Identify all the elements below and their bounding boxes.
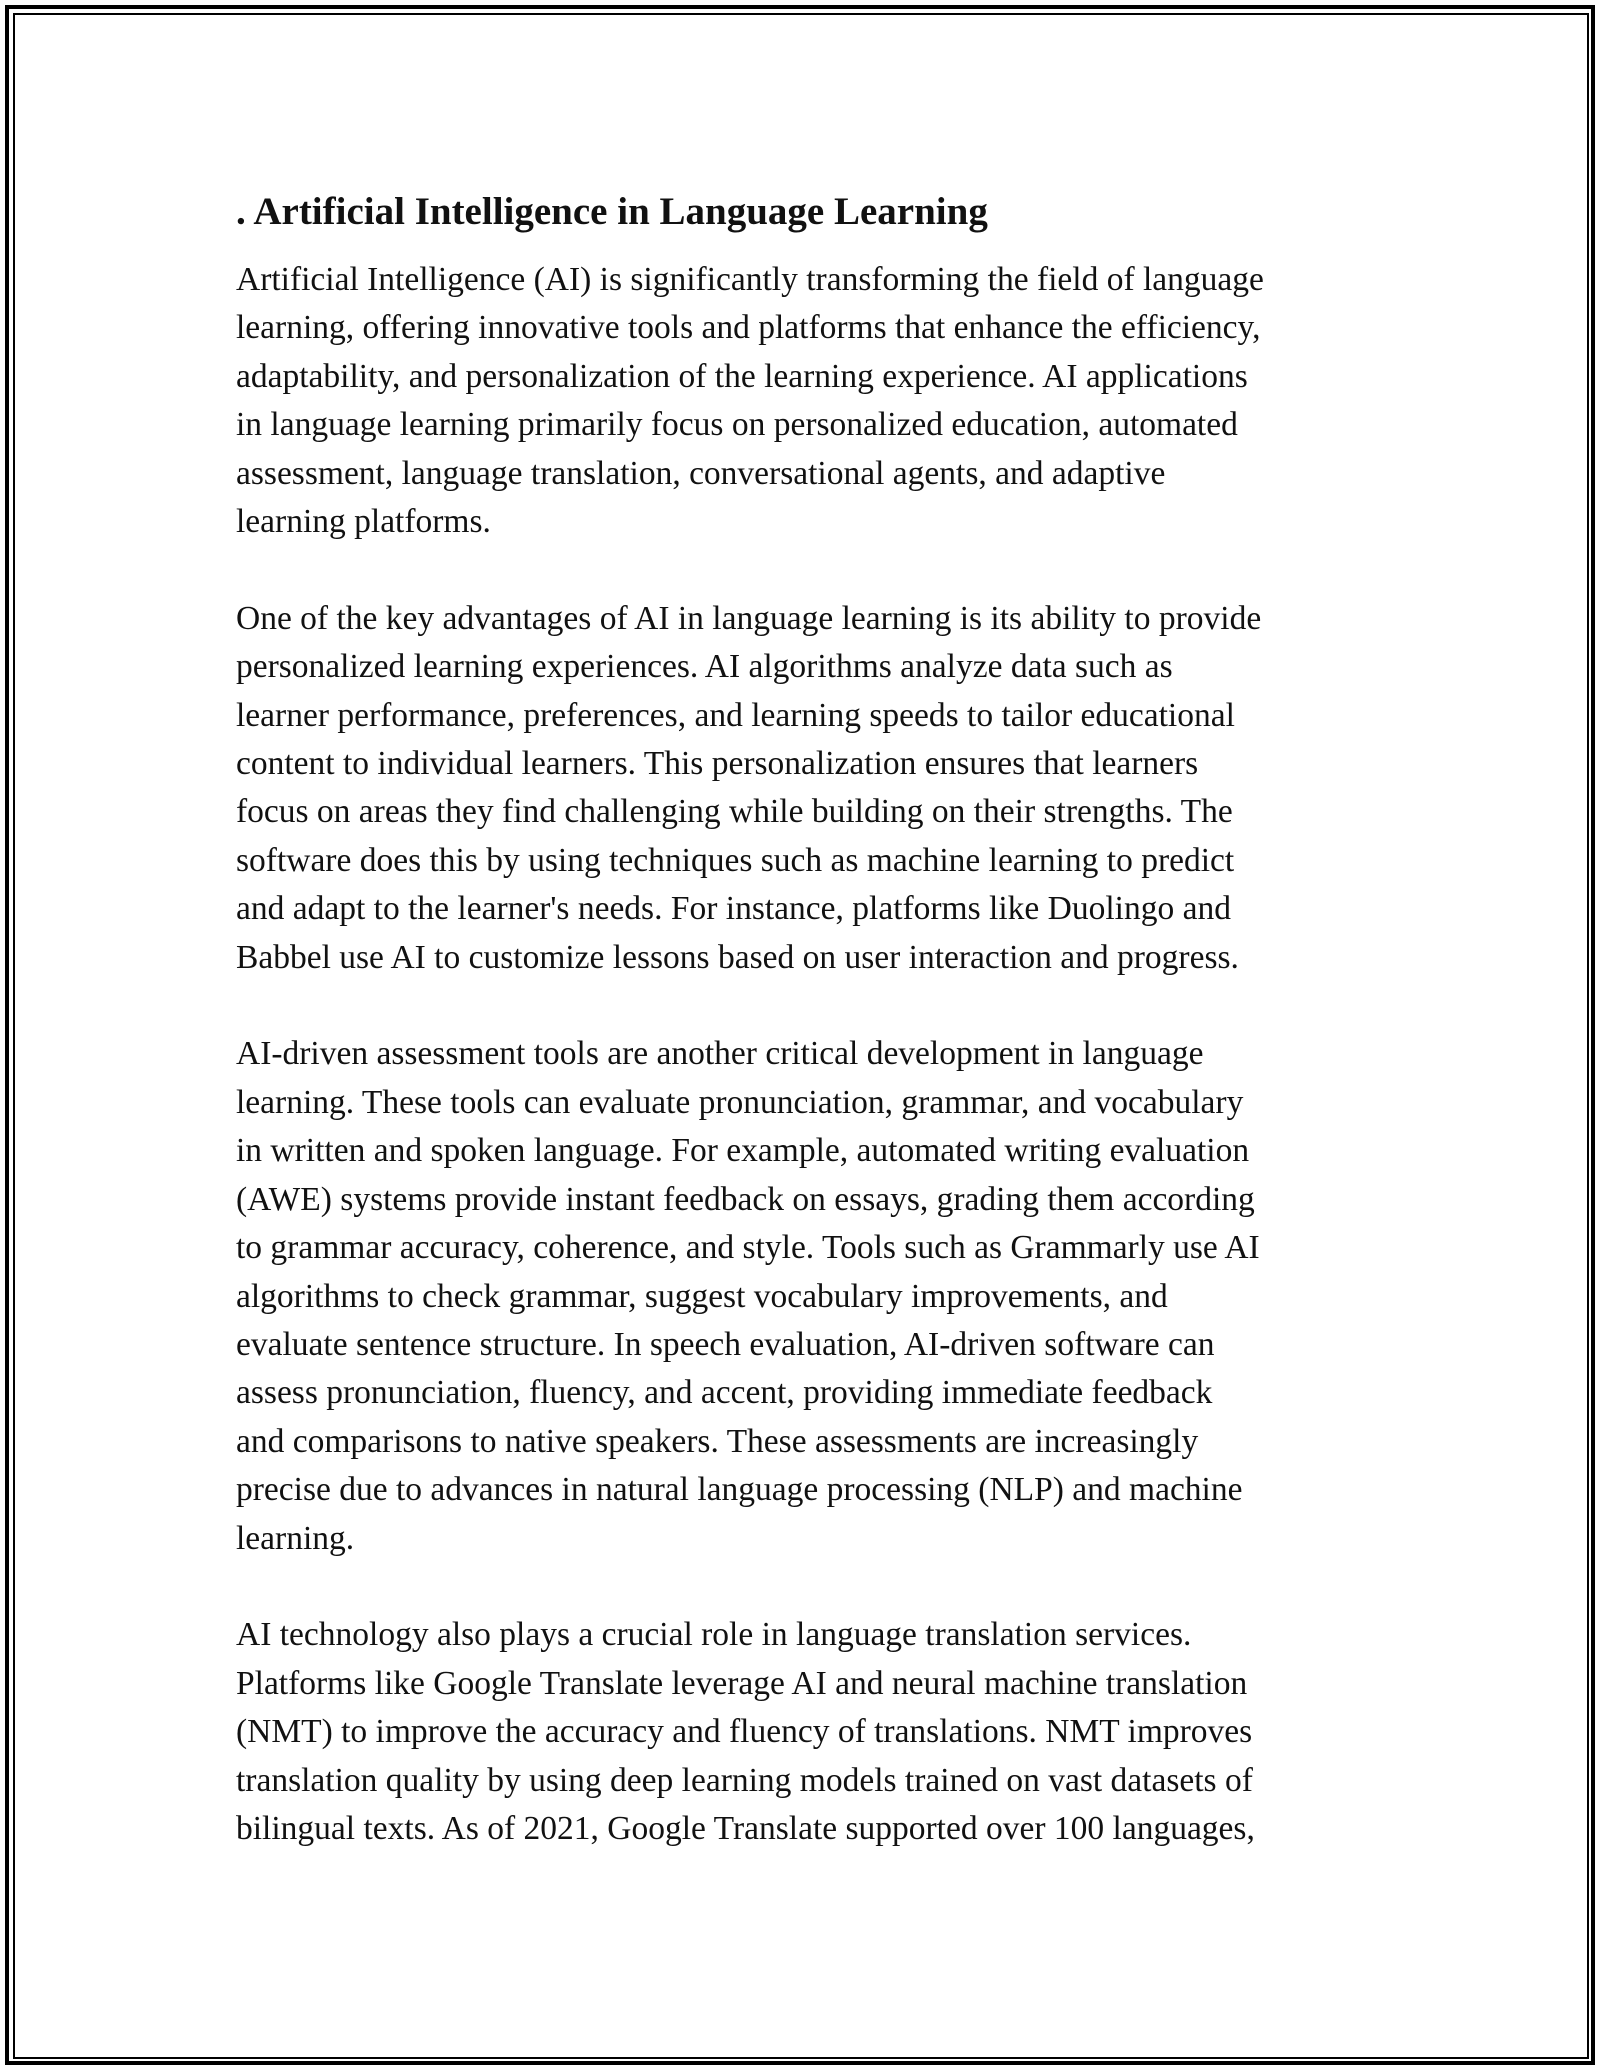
paragraph-list (236, 256, 1376, 1853)
document-body (236, 186, 1376, 1853)
text-line: learning platforms. (236, 503, 491, 541)
text-line: learner performance, preferences, and learning speeds to tailor educational (236, 696, 1235, 734)
text-line: and comparisons to native speakers. These assessments are increasingly (236, 1422, 1199, 1460)
text-line: translation quality by using deep learning models trained on vast datasets of (236, 1761, 1253, 1799)
text-line: to grammar accuracy, coherence, and style. Tools such as Grammarly use AI (236, 1229, 1260, 1267)
text-line: AI-driven assessment tools are another critical development in language (236, 1035, 1204, 1073)
text-line: Artificial Intelligence (AI) is significantly transforming the field of language (236, 261, 1264, 298)
text-line: One of the key advantages of AI in language learning is its ability to provide (236, 599, 1262, 637)
text-line: personalized learning experiences. AI algorithms analyze data such as (236, 648, 1173, 686)
text-line: learning, offering innovative tools and platforms that enhance the efficiency, (236, 309, 1261, 347)
text-line: and adapt to the learner's needs. For instance, platforms like Duolingo and (236, 890, 1231, 928)
text-line: assess pronunciation, fluency, and accent, providing immediate feedback (236, 1374, 1213, 1412)
text-line: algorithms to check grammar, suggest vocabulary improvements, and (236, 1277, 1168, 1315)
text-line: evaluate sentence structure. In speech evaluation, AI-driven software can (236, 1325, 1215, 1363)
text-line: focus on areas they find challenging while building on their strengths. The (236, 793, 1233, 831)
text-line: software does this by using techniques such as machine learning to predict (236, 841, 1235, 879)
text-line: (AWE) systems provide instant feedback on essays, grading them according (236, 1180, 1255, 1218)
text-line: in language learning primarily focus on personalized education, automated (236, 406, 1238, 444)
text-line: adaptability, and personalization of the learning experience. AI applications (236, 357, 1248, 395)
text-line: assessment, language translation, conversational agents, and adaptive (236, 454, 1166, 492)
text-line: precise due to advances in natural language processing (NLP) and machine (236, 1471, 1243, 1509)
text-line: bilingual texts. As of 2021, Google Translate supported over 100 languages, (236, 1809, 1255, 1847)
paragraph (236, 256, 1376, 546)
text-line: Babbel use AI to customize lessons based on user interaction and progress. (236, 938, 1239, 976)
section-heading: . Artificial Intelligence in Language Learning (236, 190, 988, 233)
paragraph (236, 1611, 1376, 1853)
text-line: AI technology also plays a crucial role in language translation services. (236, 1616, 1192, 1654)
text-line: learning. These tools can evaluate pronunciation, grammar, and vocabulary (236, 1083, 1244, 1121)
text-line: in written and spoken language. For example, automated writing evaluation (236, 1132, 1250, 1170)
paragraph (236, 595, 1376, 982)
text-line: content to individual learners. This personalization ensures that learners (236, 745, 1199, 783)
paragraph (236, 1030, 1376, 1562)
text-line: learning. (236, 1519, 355, 1557)
text-line: Platforms like Google Translate leverage AI and neural machine translation (236, 1664, 1248, 1702)
text-line: (NMT) to improve the accuracy and fluency of translations. NMT improves (236, 1713, 1253, 1751)
